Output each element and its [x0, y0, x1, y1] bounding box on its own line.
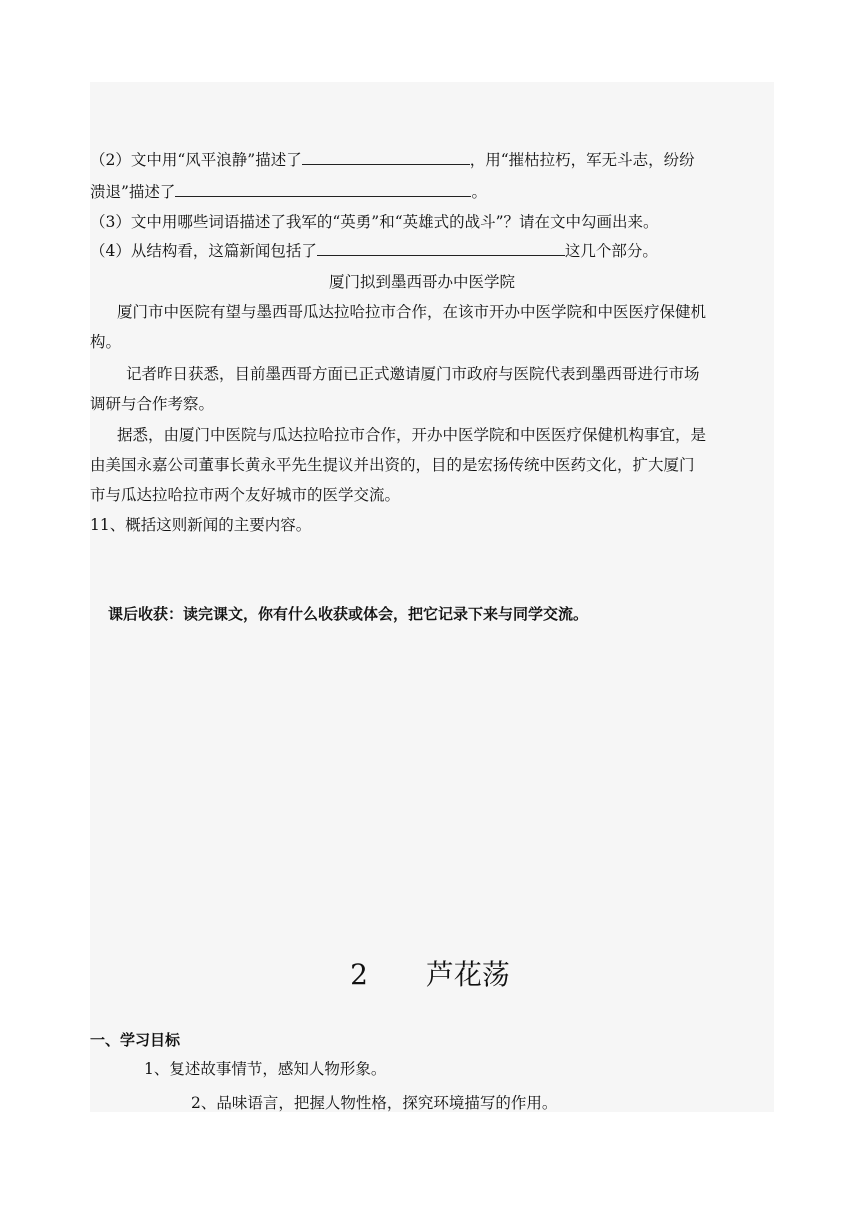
lesson-name: 芦花荡 — [425, 958, 510, 991]
question-4-text-a: （4）从结构看，这篇新闻包括了 — [90, 242, 317, 260]
goals-heading: 一、学习目标 — [90, 1031, 181, 1049]
question-2-line-1 — [90, 150, 695, 170]
question-2-text-b: ，用“摧枯拉朽，军无斗志，纷纷 — [469, 151, 695, 169]
answer-blank[interactable] — [302, 150, 470, 165]
news-title: 厦门拟到墨西哥办中医学院 — [329, 273, 516, 291]
answer-blank[interactable] — [175, 182, 471, 197]
news-paragraph-3-line-1: 据悉，由厦门中医院与瓜达拉哈拉市合作，开办中医学院和中医医疗保健机构事宜，是 — [117, 426, 707, 444]
reflection-prompt: 课后收获：读完课文，你有什么收获或体会，把它记录下来与同学交流。 — [108, 605, 589, 623]
question-2-text-d: 。 — [471, 183, 487, 201]
lesson-title — [0, 958, 860, 992]
news-paragraph-3-line-2: 由美国永嘉公司董事长黄永平先生提议并出资的，目的是宏扬传统中医药文化，扩大厦门 — [90, 456, 695, 474]
news-paragraph-3-line-3: 市与瓜达拉哈拉市两个友好城市的医学交流。 — [90, 486, 401, 504]
question-11: 11、概括这则新闻的主要内容。 — [90, 516, 312, 534]
question-2-text-c: 溃退”描述了 — [90, 183, 176, 201]
answer-blank[interactable] — [317, 241, 565, 256]
news-paragraph-1-line-2: 构。 — [90, 333, 122, 351]
question-4 — [90, 241, 658, 261]
goal-item-2: 2、品味语言，把握人物性格，探究环境描写的作用。 — [191, 1094, 558, 1112]
news-paragraph-1-line-1: 厦门市中医院有望与墨西哥瓜达拉哈拉市合作，在该市开办中医学院和中医医疗保健机 — [117, 303, 707, 321]
news-paragraph-2-line-2: 调研与合作考察。 — [90, 395, 215, 413]
question-4-text-b: 这几个部分。 — [564, 242, 658, 260]
news-paragraph-2-line-1: 记者昨日获悉，目前墨西哥方面已正式邀请厦门市政府与医院代表到墨西哥进行市场 — [126, 365, 700, 383]
goal-item-1: 1、复述故事情节，感知人物形象。 — [144, 1060, 387, 1078]
lesson-number: 2 — [350, 958, 368, 991]
question-2-line-2 — [90, 182, 487, 202]
question-3: （3）文中用哪些词语描述了我军的“英勇”和“英雄式的战斗”？请在文中勾画出来。 — [90, 213, 659, 231]
question-2-text-a: （2）文中用“风平浪静”描述了 — [90, 151, 302, 169]
